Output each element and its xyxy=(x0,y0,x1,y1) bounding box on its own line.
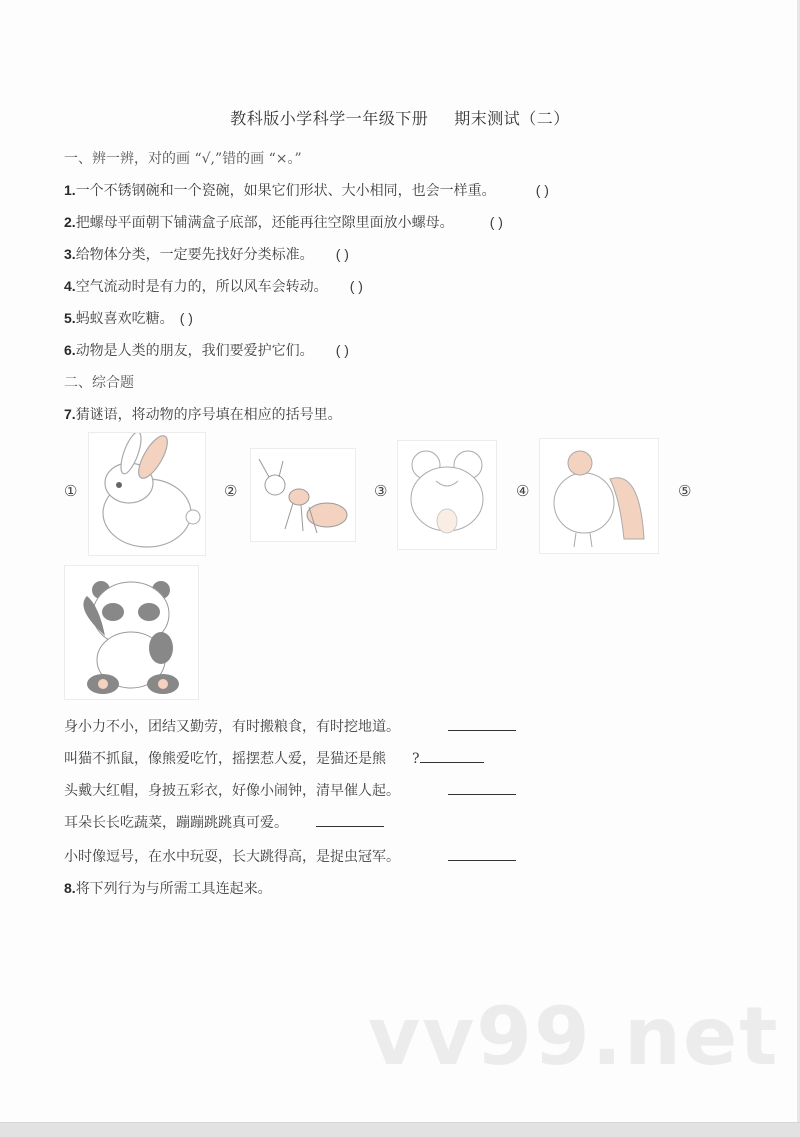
question-4 xyxy=(64,276,363,296)
question-2 xyxy=(64,212,503,232)
riddle-1 xyxy=(64,716,516,736)
question-text: 将下列行为与所需工具连起来。 xyxy=(75,881,272,897)
question-number: 1. xyxy=(64,182,76,198)
panda-image xyxy=(64,565,199,700)
answer-paren[interactable]: ( ) xyxy=(535,182,549,198)
frog-image xyxy=(397,440,497,550)
answer-blank[interactable] xyxy=(448,782,516,795)
marker-2: ② xyxy=(224,482,238,500)
section2-heading: 二、综合题 xyxy=(64,375,134,391)
marker-5: ⑤ xyxy=(678,482,692,500)
rooster-image xyxy=(539,438,659,554)
question-number: 4. xyxy=(64,278,76,294)
title-part1: 教科版小学科学一年级下册 xyxy=(230,109,429,128)
answer-paren[interactable]: ( ) xyxy=(349,278,363,294)
riddle-2: 叫猫不抓鼠，像熊爱吃竹，摇摆惹人爱，是猫还是熊 ? xyxy=(64,748,484,768)
riddle-text: 叫猫不抓鼠，像熊爱吃竹，摇摆惹人爱，是猫还是熊 xyxy=(64,751,386,767)
watermark: vv99.net xyxy=(368,990,780,1083)
question-number: 3. xyxy=(64,246,76,262)
riddle-3 xyxy=(64,780,516,800)
question-7 xyxy=(64,404,342,424)
marker-4: ④ xyxy=(516,482,530,500)
question-text: 把螺母平面朝下铺满盒子底部，还能再往空隙里面放小螺母。 xyxy=(75,215,454,231)
riddle-text: 小时像逗号，在水中玩耍，长大跳得高，是捉虫冠军。 xyxy=(64,849,400,865)
page-bottom-edge xyxy=(0,1122,800,1137)
question-number: 7. xyxy=(64,406,76,422)
riddle-text: 耳朵长长吃蔬菜，蹦蹦跳跳真可爱。 xyxy=(64,815,288,831)
answer-paren[interactable]: ( ) xyxy=(489,214,503,230)
question-text: 一个不锈钢碗和一个瓷碗，如果它们形状、大小相同，也会一样重。 xyxy=(75,183,496,199)
question-1 xyxy=(64,180,549,200)
document-title xyxy=(0,106,800,129)
question-text: 空气流动时是有力的，所以风车会转动。 xyxy=(75,279,328,295)
question-text: 蚂蚁喜欢吃糖。 xyxy=(75,311,174,327)
riddle-4 xyxy=(64,812,384,832)
marker-1: ① xyxy=(64,482,78,500)
question-6 xyxy=(64,340,349,360)
title-part2: 期末测试（二） xyxy=(454,109,570,128)
question-text: 给物体分类，一定要先找好分类标准。 xyxy=(75,247,314,263)
ant-image xyxy=(250,448,356,542)
section1-heading: 一、辨一辨，对的画 “√,”错的画 “×。” xyxy=(64,151,302,167)
question-text: 动物是人类的朋友，我们要爱护它们。 xyxy=(75,343,314,359)
answer-blank[interactable] xyxy=(448,848,516,861)
answer-paren[interactable]: ( ) xyxy=(179,310,193,326)
rabbit-image xyxy=(88,432,206,556)
answer-paren[interactable]: ( ) xyxy=(335,246,349,262)
animal-images-row xyxy=(64,432,704,557)
riddle-text: 身小力不小，团结又勤劳，有时搬粮食，有时挖地道。 xyxy=(64,719,400,735)
riddle-text: 头戴大红帽，身披五彩衣，好像小闹钟，清早催人起。 xyxy=(64,783,400,799)
answer-blank[interactable] xyxy=(420,750,484,763)
question-number: 6. xyxy=(64,342,76,358)
question-text: 猜谜语，将动物的序号填在相应的括号里。 xyxy=(75,407,342,423)
question-number: 8. xyxy=(64,880,76,896)
question-number: 5. xyxy=(64,310,76,326)
answer-blank[interactable] xyxy=(316,814,384,827)
question-5 xyxy=(64,308,193,328)
question-8 xyxy=(64,878,272,898)
answer-paren[interactable]: ( ) xyxy=(335,342,349,358)
answer-blank[interactable] xyxy=(448,718,516,731)
riddle-5 xyxy=(64,846,516,866)
marker-3: ③ xyxy=(374,482,388,500)
question-number: 2. xyxy=(64,214,76,230)
question-3 xyxy=(64,244,349,264)
